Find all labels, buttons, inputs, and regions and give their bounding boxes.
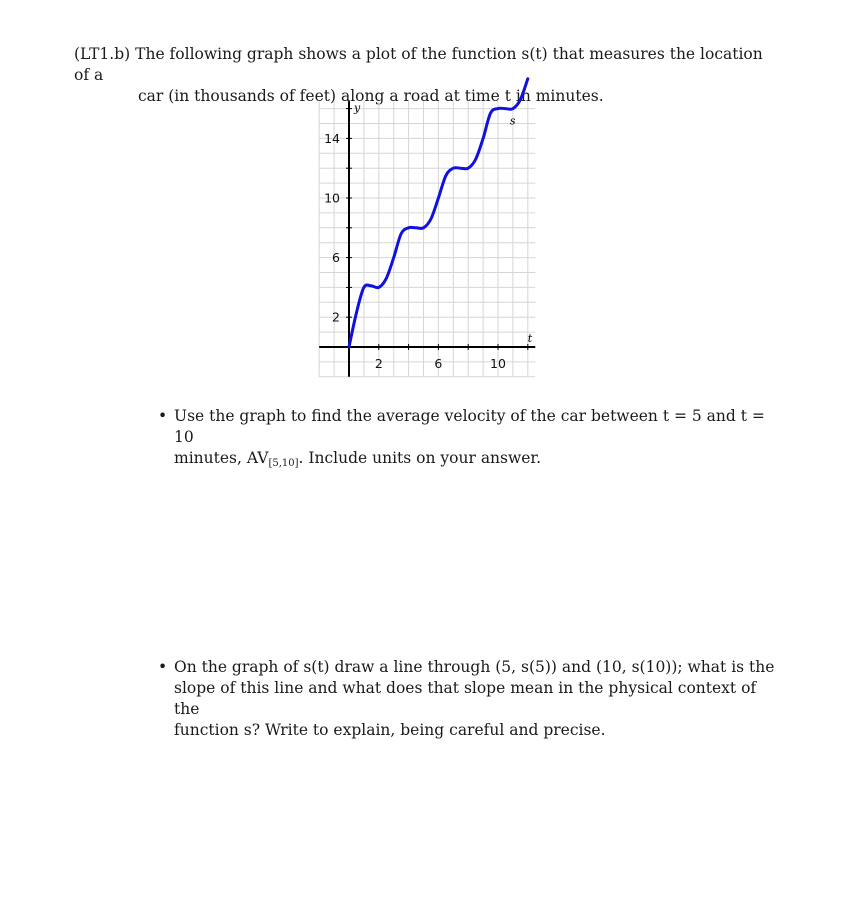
bullet-dot: •	[158, 407, 168, 425]
y-tick-label: 10	[324, 190, 340, 206]
bullet-2-line-1: On the graph of s(t) draw a line through (5, s(5)) and (10, s(10)); what is the	[174, 658, 775, 676]
x-axis-label: t	[527, 332, 533, 345]
bullet-2-line-3: function s? Write to explain, being careful and precise.	[174, 721, 606, 739]
bullet-secant-line	[158, 657, 778, 741]
curve-label: s	[509, 114, 516, 128]
y-tick-label: 2	[332, 309, 340, 325]
bullet-2-line-2: slope of this line and what does that slope mean in the physical context of the	[174, 679, 757, 718]
problem-text-line-1: The following graph shows a plot of the function s(t) that measures the location of a	[74, 45, 763, 84]
x-tick-label: 6	[434, 356, 443, 371]
problem-text-line-2: car (in thousands of feet) along a road at time t in minutes.	[138, 87, 604, 105]
y-tick-label: 14	[324, 130, 340, 146]
bullet-average-velocity	[158, 406, 778, 474]
y-axis-label: y	[354, 101, 361, 115]
bullet-dot: •	[158, 658, 168, 676]
bullet-1-line-2: minutes, $AV_{[5,10]}$. Include units on your answer.	[174, 449, 542, 469]
bullet-1-line-1: Use the graph to find the average velocity of the car between t = 5 and t = 10	[174, 407, 765, 446]
problem-label: (LT1.b)	[74, 45, 131, 63]
y-tick-label: 6	[332, 250, 340, 266]
x-tick-label: 2	[374, 356, 383, 371]
x-tick-label: 10	[490, 356, 506, 371]
